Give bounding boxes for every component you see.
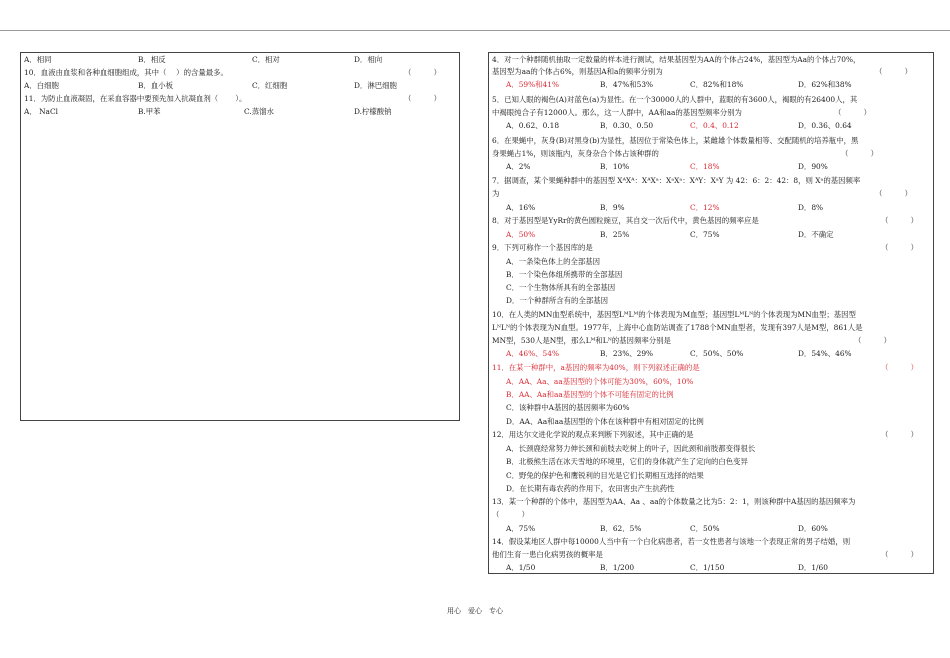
q10-stem-2: LᴺLᴺ的个体表现为N血型。1977年，上海中心血防站调查了1788个MN血型者，发现有397人是M型，861人是 [492, 323, 863, 332]
option-d: D．不确定 [798, 230, 834, 239]
answer-bracket: （ ） [875, 189, 912, 198]
option-d: D．90% [798, 162, 828, 171]
answer-bracket: （ ） [875, 67, 912, 76]
option-c: C．82%和18% [690, 80, 744, 89]
q11-stem: 11．在某一种群中，a基因的频率为40%，则下列叙述正确的是 [492, 363, 700, 372]
q9-option-a: A．一条染色体上的全部基因 [506, 257, 601, 266]
q12-option-a: A．长颈鹿经常努力伸长颈和前肢去吃树上的叶子，因此颈和前肢都变得很长 [506, 444, 756, 453]
option-a: A．59%和41% [506, 80, 559, 89]
answer-bracket: （ ） [404, 68, 441, 77]
q12-stem: 12．用达尔文进化学说的观点来判断下列叙述，其中正确的是 [492, 430, 694, 439]
answer-bracket: （ ） [881, 550, 918, 559]
q12-option-d: D．在长期有毒农药的作用下，农田害虫产生抗药性 [506, 484, 675, 493]
option-c: C．0.4、0.12 [690, 121, 739, 130]
option-b: B．10% [600, 162, 630, 171]
option-d: D．1/60 [798, 563, 828, 572]
option-b: B．1/200 [600, 563, 635, 572]
q4-stem-1: 4．对一个种群随机抽取一定数量的样本进行测试，结果基因型为AA的个体占24%，基因型为Aa的个体占70%， [492, 55, 861, 64]
option-b: B．0.30、0.50 [600, 121, 654, 130]
option-a: A．75% [506, 524, 536, 533]
option-c: C．12% [690, 203, 720, 212]
q11-option-a: A．AA、Aa、aa基因型的个体可能为30%，60%，10% [506, 377, 694, 386]
option-d: D．54%、46% [798, 349, 852, 358]
option-a: A．16% [506, 203, 536, 212]
answer-bracket: （ ） [404, 94, 441, 103]
q9-option-b: B．一个染色体组所携带的全部基因 [506, 270, 623, 279]
option-a: A．2% [506, 162, 531, 171]
option-d: D.柠檬酸钠 [354, 107, 392, 116]
q6-stem-1: 6．在果蝇中，灰身(B)对黑身(b)为显性，基因位于常染色体上，某雌雄个体数量相等、交配随机的培养瓶中，黑 [492, 136, 859, 145]
header-rule [0, 30, 950, 31]
q11-option-b: B．AA、Aa和aa基因型的个体不可能有固定的比例 [506, 390, 674, 399]
answer-bracket: （ ） [881, 363, 918, 372]
q8-stem: 8．对于基因型是YyRr的黄色圆粒豌豆，其自交一次后代中，黄色基因的频率应是 [492, 216, 759, 225]
q6-stem-2: 身果蝇占1%，则该瓶内，灰身杂合个体占该种群的 [492, 149, 659, 158]
answer-bracket: （ ） [881, 243, 918, 252]
option-d: D．淋巴细胞 [354, 81, 397, 90]
option-b: B.甲苯 [138, 107, 161, 116]
option-b: B．25% [600, 230, 630, 239]
option-b: B．47%和53% [600, 80, 654, 89]
q9-stem: 9．下列可称作一个基因库的是 [492, 243, 593, 252]
answer-bracket: （ ） [881, 216, 918, 225]
option-c: C．50%、50% [690, 349, 744, 358]
q14-stem-1: 14．假设某地区人群中每10000人当中有一个白化病患者，若一女性患者与该地一个表现正常的男子结婚，则 [492, 537, 851, 546]
option-a: A．0.62、0.18 [506, 121, 560, 130]
q4-stem-2: 基因型为aa的个体占6%，则基因A和a的频率分别为 [492, 67, 663, 76]
option-a: A．1/50 [506, 563, 536, 572]
page-footer: 用心 爱心 专心 [447, 607, 503, 615]
answer-bracket: （ ） [834, 108, 871, 117]
option-b: B．血小板 [138, 81, 173, 90]
option-a: A．白细胞 [24, 81, 59, 90]
option-d: D．0.36、0.64 [798, 121, 852, 130]
q13-stem-1: 13．某一个种群的个体中，基因型为AA、Aa 、aa的个体数量之比为5：2：1，则该种群中A基因的基因频率为 [492, 497, 856, 506]
option-a: A．50% [506, 230, 536, 239]
option-b: B．9% [600, 203, 625, 212]
q7-stem-1: 7．据调查，某个果蝇种群中的基因型 XᴬXᴬ：XᴬXᵃ：XᵃXᵃ：XᴬY：XᵃY 为 42：6：2：42：8，则 Xᵃ的基因频率 [492, 176, 861, 185]
q11-option-d: D．AA、Aa和aa基因型的个体在该种群中有相对固定的比例 [506, 417, 704, 426]
q5-stem-1: 5．已知人眼的褐色(A)对蓝色(a)为显性。在一个30000人的人群中，蓝眼的有3600人，褐眼的有26400人，其 [492, 95, 858, 104]
option-b: B．62．5% [600, 524, 642, 533]
right-question-panel [488, 52, 934, 574]
q12-option-c: C．野兔的保护色和鹰锐利的目光是它们长期相互选择的结果 [506, 471, 704, 480]
option-c: C．50% [690, 524, 720, 533]
option-b: B．相反 [138, 55, 166, 64]
q7-stem-2: 为 [492, 189, 500, 198]
option-a: A．46%、54% [506, 349, 559, 358]
option-d: D．相向 [354, 55, 383, 64]
q11-stem: 11．为防止血液凝固，在采血容器中要预先加入抗凝血剂（ ）。 [24, 94, 247, 103]
answer-bracket: （ ） [854, 336, 891, 345]
q13-stem-2: （ ） [492, 510, 529, 519]
q14-stem-2: 他们生育一患白化病男孩的概率是 [492, 550, 603, 559]
option-d: D．8% [798, 203, 824, 212]
option-c: C．1/150 [690, 563, 725, 572]
q11-option-c: C．该种群中A基因的基因频率为60% [506, 403, 630, 412]
answer-bracket: （ ） [841, 149, 878, 158]
q5-stem-2: 中褐眼纯合子有12000人。那么，这一人群中，AA和aa的基因型频率分别为 [492, 108, 742, 117]
option-d: D．60% [798, 524, 828, 533]
left-question-panel [20, 52, 460, 421]
q10-stem: 10．血液由血浆和各种血细胞组成，其中（ ）的含量最多。 [24, 68, 228, 77]
option-a: A．相同 [24, 55, 52, 64]
option-c: C．红细胞 [252, 81, 288, 90]
option-c: C.蒸馏水 [244, 107, 274, 116]
option-b: B．23%、29% [600, 349, 654, 358]
q10-stem-1: 10．在人类的MN血型系统中，基因型LᴹLᴹ的个体表现为M血型；基因型LᴹLᴺ的个体表现为MN血型；基因型 [492, 310, 856, 319]
q10-stem-3: MN型，530人是N型，那么Lᴹ和Lᴺ的基因频率分别是 [492, 336, 671, 345]
q9-option-c: C．一个生物体所具有的全部基因 [506, 283, 616, 292]
option-c: C．18% [690, 162, 720, 171]
option-d: D．62%和38% [798, 80, 852, 89]
option-a: A． NaCl [24, 107, 58, 116]
q12-option-b: B．北极熊生活在冰天雪地的环境里，它们的身体就产生了定向的白色变异 [506, 457, 748, 466]
option-c: C．相对 [252, 55, 280, 64]
answer-bracket: （ ） [881, 430, 918, 439]
option-c: C．75% [690, 230, 720, 239]
q9-option-d: D．一个种群所含有的全部基因 [506, 296, 609, 305]
